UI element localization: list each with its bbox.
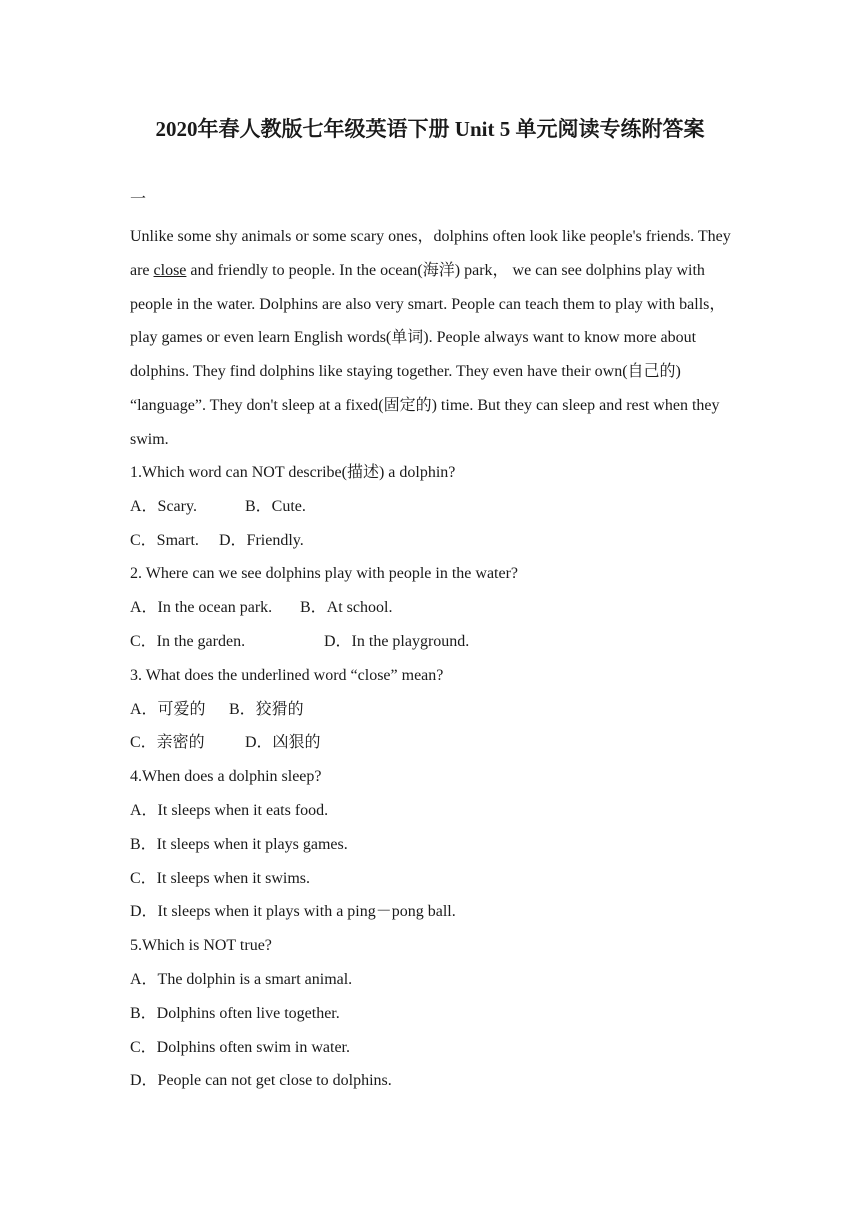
question-1-option-d: D．Friendly. bbox=[219, 531, 304, 549]
question-5-stem: 5.Which is NOT true? bbox=[130, 937, 272, 955]
question-1-option-b: B．Cute. bbox=[245, 497, 306, 515]
question-5-option-a: A．The dolphin is a smart animal. bbox=[130, 970, 353, 988]
question-1-options-row-2 bbox=[130, 524, 750, 558]
question-2-stem: 2. Where can we see dolphins play with people in the water? bbox=[130, 565, 519, 583]
question-3-options-row-1 bbox=[130, 693, 750, 727]
question-1-option-a: A．Scary. bbox=[130, 497, 197, 515]
question-4-option-a: A．It sleeps when it eats food. bbox=[130, 801, 329, 819]
question-2-option-c: C．In the garden. bbox=[130, 632, 246, 650]
page-title: 2020年春人教版七年级英语下册 Unit 5 单元阅读专练附答案 bbox=[155, 117, 705, 141]
question-4-option-c: C．It sleeps when it swims. bbox=[130, 869, 310, 887]
question-4-stem: 4.When does a dolphin sleep? bbox=[130, 768, 322, 786]
section-number: 一 bbox=[130, 191, 147, 208]
question-2-options-row-2 bbox=[130, 625, 750, 659]
question-5-option-d: D．People can not get close to dolphins. bbox=[130, 1072, 392, 1090]
question-3-option-b: B．狡猾的 bbox=[229, 700, 304, 718]
question-3-stem: 3. What does the underlined word “close” mean? bbox=[130, 666, 444, 684]
question-3-options-row-2 bbox=[130, 726, 750, 760]
question-list bbox=[130, 456, 750, 1098]
question-3-option-c: C．亲密的 bbox=[130, 734, 205, 752]
question-1-options-row-1 bbox=[130, 490, 750, 524]
reading-passage bbox=[130, 220, 740, 457]
question-4-option-b: B．It sleeps when it plays games. bbox=[130, 835, 348, 853]
question-1-stem: 1.Which word can NOT describe(描述) a dolphin? bbox=[130, 464, 456, 481]
question-2-option-b: B．At school. bbox=[300, 599, 393, 617]
question-2-option-d: D．In the playground. bbox=[324, 632, 470, 650]
question-2-options-row-1 bbox=[130, 591, 750, 625]
question-1-option-c: C．Smart. bbox=[130, 531, 199, 549]
underlined-word: close bbox=[153, 261, 187, 279]
passage-text-part-1: Unlike some shy animals or some scary ones，dolphins often look like people's friends. They are bbox=[130, 228, 731, 279]
question-5-option-b: B．Dolphins often live together. bbox=[130, 1004, 340, 1022]
question-4-option-d: D．It sleeps when it plays with a ping－pong ball. bbox=[130, 903, 456, 921]
question-3-option-d: D．凶狠的 bbox=[245, 734, 321, 752]
passage-text-part-2: and friendly to people. In the ocean(海洋) park， we can see dolphins play with people in the water. Dolphins are also very smart. People can teach them to play with balls，play games or even learn English words(单词). People always want to know more about dolphins. They find dolphins like staying together. They even have their own(自己的) “language”. They don't sleep at a fixed(固定的) time. But they can sleep and rest when they swim. bbox=[130, 261, 726, 448]
question-3-option-a: A．可爱的 bbox=[130, 700, 206, 718]
question-2-option-a: A．In the ocean park. bbox=[130, 599, 273, 617]
question-5-option-c: C．Dolphins often swim in water. bbox=[130, 1038, 350, 1056]
